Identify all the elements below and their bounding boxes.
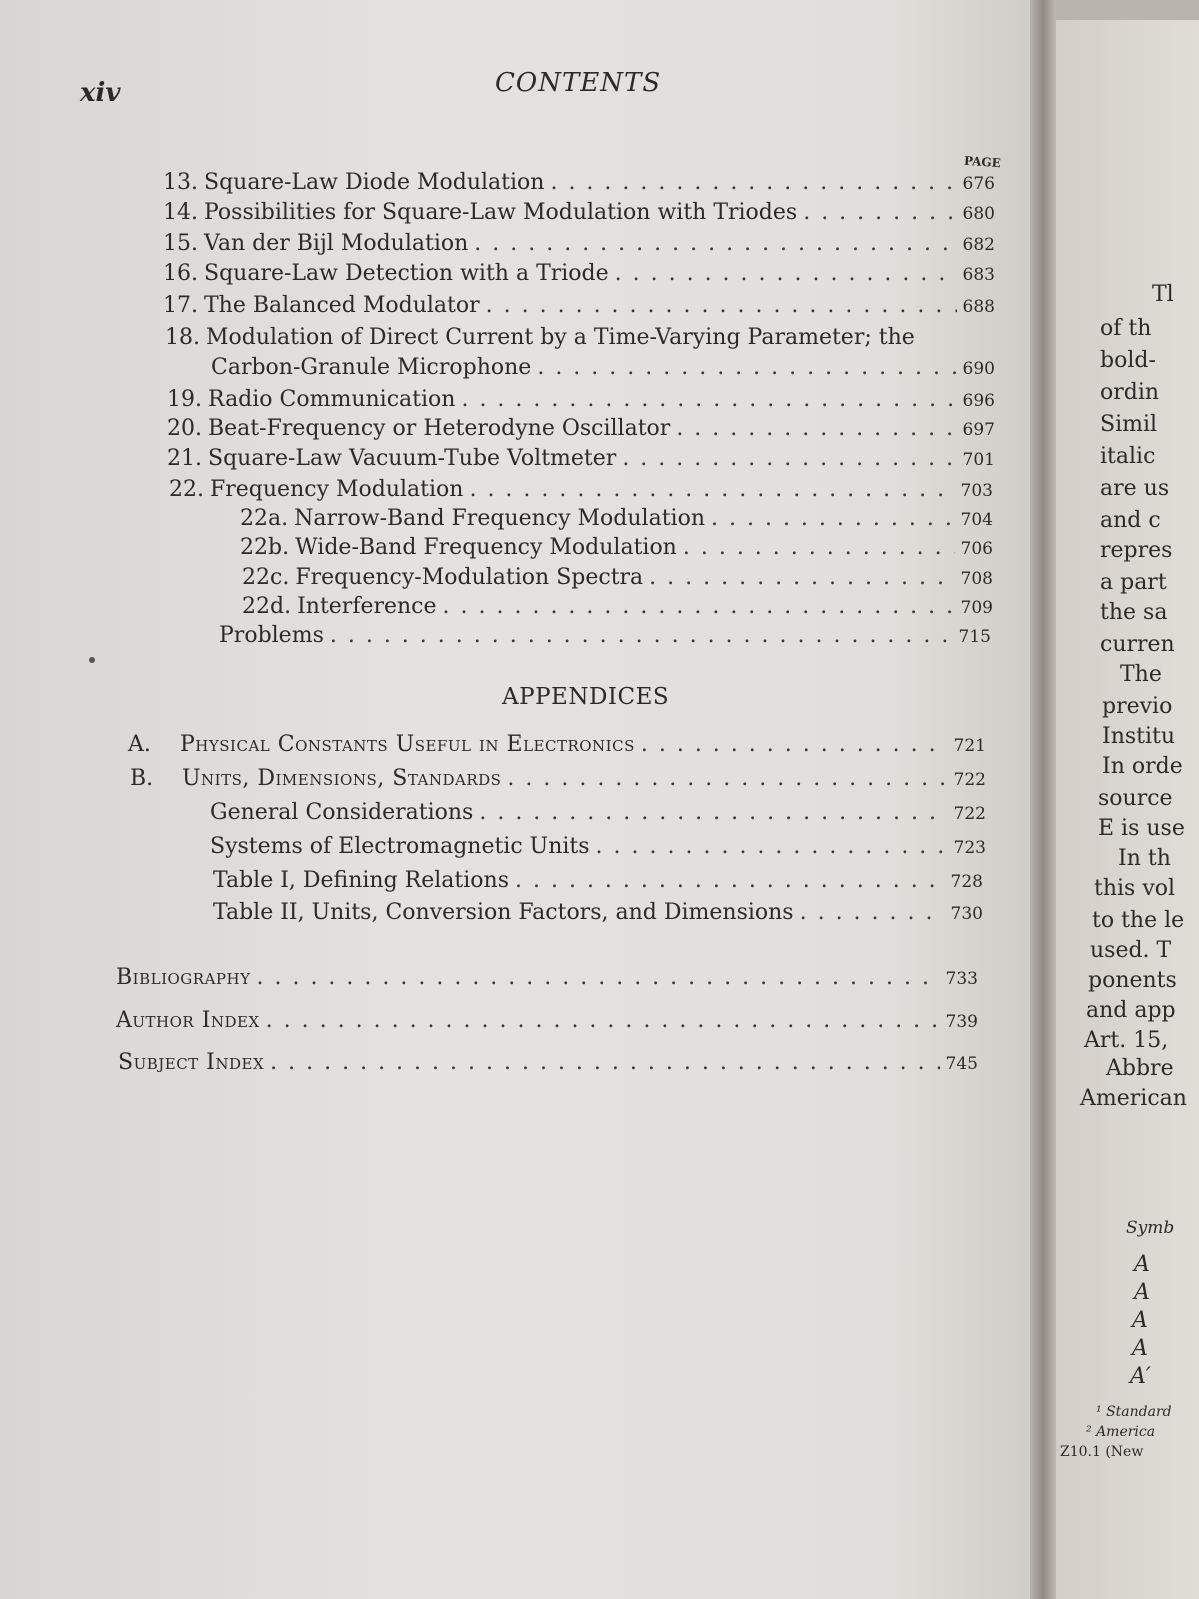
entry-title: Modulation of Direct Current by a Time-Varying Parameter; the [206, 325, 915, 350]
toc-entry[interactable] [116, 965, 978, 990]
toc-entry[interactable] [165, 325, 995, 350]
entry-title: Table I, Defining Relations [213, 868, 509, 893]
entry-title: Frequency Modulation [210, 477, 464, 502]
symbol: A [1132, 1308, 1148, 1333]
facing-page [1056, 20, 1199, 1599]
entry-title: Frequency-Modulation Spectra [295, 565, 644, 590]
page-column-label: PAGE [963, 153, 1002, 171]
entry-title: Physical Constants Useful in Electronics [180, 732, 635, 757]
toc-entry[interactable] [128, 732, 986, 757]
toc-entry[interactable] [211, 355, 995, 380]
entry-title: Interference [297, 594, 437, 619]
book-spine [1030, 0, 1056, 1599]
facing-line: ordin [1100, 380, 1160, 405]
facing-line: curren [1100, 632, 1175, 657]
toc-entry[interactable] [219, 623, 991, 648]
entry-title: Subject Index [118, 1050, 265, 1075]
entry-page: 721 [953, 736, 986, 756]
entry-title: Problems [219, 623, 324, 648]
dot-leader [711, 506, 955, 531]
entry-number: 22b. [240, 535, 290, 560]
facing-line: the sa [1100, 600, 1168, 625]
dot-leader [641, 732, 948, 757]
entry-number: 21. [167, 446, 202, 471]
facing-line: previo [1102, 694, 1173, 719]
entry-number: 15. [163, 231, 198, 256]
footnote: Z10.1 (New [1060, 1444, 1144, 1460]
dot-leader [683, 535, 955, 560]
entry-title: Table II, Units, Conversion Factors, and Dimensions [213, 900, 794, 925]
entry-number: 22a. [240, 506, 289, 531]
dot-leader [622, 446, 956, 471]
facing-line: In orde [1102, 754, 1183, 779]
toc-entry[interactable] [167, 446, 995, 471]
ink-smudge [89, 657, 95, 663]
entry-number: 16. [163, 261, 198, 286]
toc-entry[interactable] [167, 387, 995, 412]
footnote: ¹ Standard [1096, 1404, 1172, 1420]
facing-line: a part [1100, 570, 1167, 595]
dot-leader [256, 965, 939, 990]
toc-entry[interactable] [163, 170, 995, 195]
entry-title: Units, Dimensions, Standards [182, 766, 502, 791]
entry-title: Bibliography [116, 965, 251, 990]
toc-entry[interactable] [210, 800, 986, 825]
entry-page: 697 [962, 420, 995, 440]
dot-leader [330, 623, 953, 648]
toc-entry[interactable] [240, 535, 993, 560]
entry-title: Van der Bijl Modulation [204, 231, 469, 256]
entry-title: Carbon-Granule Microphone [211, 355, 532, 380]
entry-number: 14. [163, 200, 198, 225]
entry-page: 682 [962, 235, 995, 255]
entry-page: 708 [960, 569, 993, 589]
toc-entry[interactable] [240, 506, 993, 531]
symbol-heading: Symb [1126, 1218, 1175, 1238]
entry-page: 709 [960, 598, 993, 618]
entry-title: General Considerations [210, 800, 474, 825]
entry-number: 20. [167, 416, 202, 441]
facing-line: Tl [1152, 282, 1174, 307]
entry-page: 715 [958, 627, 991, 647]
symbol: A [1132, 1336, 1148, 1361]
entry-title: Square-Law Diode Modulation [204, 170, 545, 195]
facing-line: bold- [1100, 348, 1156, 373]
entry-title: Beat-Frequency or Heterodyne Oscillator [208, 416, 671, 441]
toc-entry[interactable] [210, 834, 986, 859]
dot-leader [443, 594, 955, 619]
entry-number: 19. [167, 387, 202, 412]
entry-page: 722 [953, 804, 986, 824]
dot-leader [596, 834, 948, 859]
facing-line: are us [1100, 476, 1170, 501]
entry-page: 733 [945, 969, 978, 989]
entry-title: Possibilities for Square-Law Modulation with Triodes [204, 200, 798, 225]
facing-line: In th [1118, 846, 1171, 871]
entry-page: 704 [960, 510, 993, 530]
facing-line: italic [1100, 444, 1156, 469]
dot-leader [270, 1050, 939, 1075]
toc-entry[interactable] [213, 900, 983, 925]
entry-number: 18. [165, 325, 200, 350]
entry-number: 22. [169, 477, 204, 502]
entry-page: 676 [962, 174, 995, 194]
facing-line: E is use [1098, 816, 1185, 841]
entry-page: 739 [945, 1012, 978, 1032]
entry-page: 728 [950, 872, 983, 892]
dot-leader [507, 766, 947, 791]
facing-line: this vol [1094, 876, 1176, 901]
dot-leader [550, 170, 956, 195]
symbol: A′ [1130, 1364, 1151, 1389]
facing-line: Abbre [1106, 1056, 1174, 1081]
entry-page: 723 [953, 838, 986, 858]
dot-leader [486, 293, 957, 318]
facing-line: The [1120, 662, 1162, 687]
entry-page: 730 [950, 904, 983, 924]
entry-title: Wide-Band Frequency Modulation [295, 535, 677, 560]
dot-leader [649, 565, 954, 590]
entry-page: 703 [960, 481, 993, 501]
entry-title: Square-Law Detection with a Triode [204, 261, 609, 286]
dot-leader [469, 477, 954, 502]
entry-page: 690 [962, 359, 995, 379]
dot-leader [479, 800, 947, 825]
entry-page: 701 [962, 450, 995, 470]
facing-line: and c [1100, 508, 1161, 533]
toc-entry[interactable] [130, 766, 986, 791]
dot-leader [800, 900, 945, 925]
entry-page: 706 [960, 539, 993, 559]
page-number: xiv [80, 78, 121, 108]
facing-line: used. T [1090, 938, 1172, 963]
toc-entry[interactable] [118, 1050, 978, 1075]
facing-line: source [1098, 786, 1173, 811]
toc-entry[interactable] [116, 1008, 978, 1033]
dot-leader [461, 387, 956, 412]
toc-entry[interactable] [169, 477, 993, 502]
symbol: A [1134, 1280, 1150, 1305]
page-title: CONTENTS [495, 68, 662, 98]
entry-page: 696 [962, 391, 995, 411]
facing-line: Simil [1100, 412, 1158, 437]
facing-line: repres [1100, 538, 1173, 563]
facing-line: ponents [1088, 968, 1177, 993]
entry-title: The Balanced Modulator [204, 293, 480, 318]
toc-entry[interactable] [167, 416, 995, 441]
toc-entry[interactable] [163, 200, 995, 225]
dot-leader [266, 1008, 940, 1033]
toc-entry[interactable] [242, 565, 993, 590]
facing-line: to the le [1092, 908, 1185, 933]
entry-page: 683 [962, 265, 995, 285]
facing-line: Institu [1102, 724, 1176, 749]
entry-number: 22c. [242, 565, 290, 590]
entry-page: 722 [953, 770, 986, 790]
dot-leader [515, 868, 945, 893]
entry-page: 680 [962, 204, 995, 224]
toc-entry[interactable] [242, 594, 993, 619]
entry-title: Narrow-Band Frequency Modulation [294, 506, 705, 531]
entry-page: 688 [962, 297, 995, 317]
toc-entry[interactable] [163, 293, 995, 318]
facing-line: of th [1100, 316, 1152, 341]
toc-entry[interactable] [163, 231, 995, 256]
facing-line: American [1080, 1086, 1187, 1111]
appendices-heading: APPENDICES [502, 684, 670, 710]
entry-number: 17. [163, 293, 198, 318]
entry-title: Square-Law Vacuum-Tube Voltmeter [208, 446, 617, 471]
toc-entry[interactable] [213, 868, 983, 893]
dot-leader [615, 261, 957, 286]
facing-line: Art. 15, [1084, 1028, 1169, 1053]
dot-leader [474, 231, 956, 256]
entry-number: 22d. [242, 594, 292, 619]
symbol: A [1134, 1252, 1150, 1277]
entry-number: A. [128, 732, 151, 757]
entry-title: Systems of Electromagnetic Units [210, 834, 590, 859]
entry-page: 745 [945, 1054, 978, 1074]
entry-title: Author Index [116, 1008, 260, 1033]
footnote: ² America [1086, 1424, 1156, 1440]
entry-title: Radio Communication [208, 387, 456, 412]
toc-entry[interactable] [163, 261, 995, 286]
dot-leader [537, 355, 956, 380]
dot-leader [676, 416, 956, 441]
facing-line: and app [1086, 998, 1176, 1023]
entry-number: B. [130, 766, 154, 791]
entry-number: 13. [163, 170, 198, 195]
dot-leader [803, 200, 956, 225]
